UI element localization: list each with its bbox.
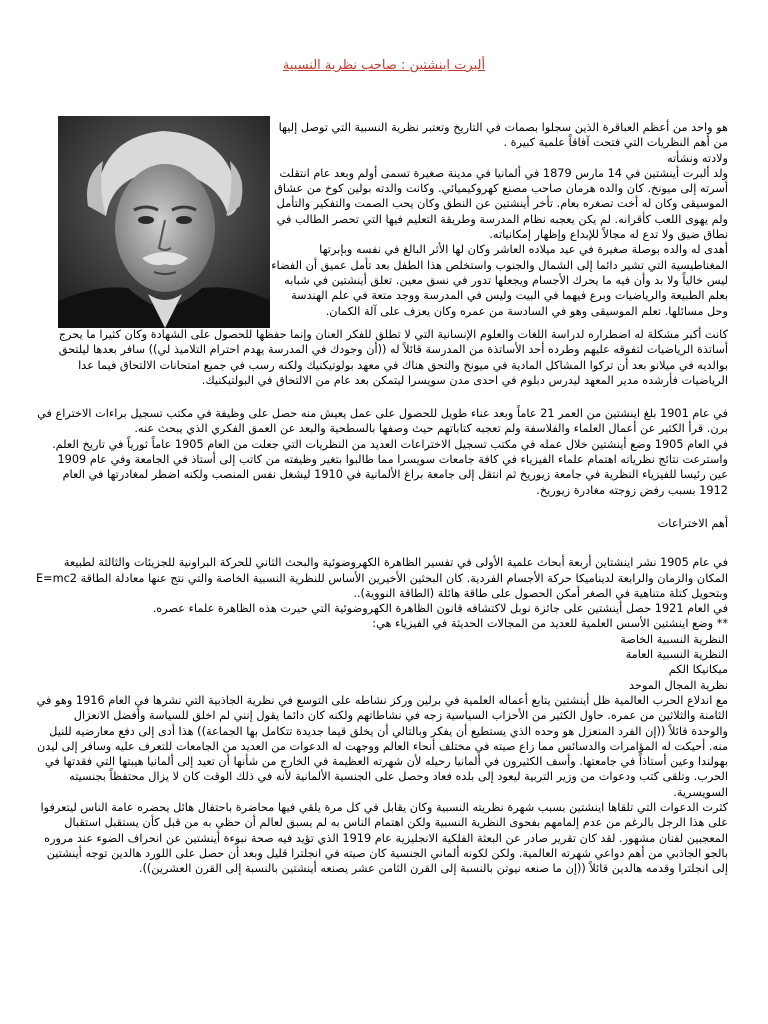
intro-paragraph: ولد ألبرت أينشتين في 14 مارس 1879 في ألمانيا في مدينة صغيرة تسمى أولم وبعد عام انتقلت أسرته إلى ميونخ. كان والده هرمان صاحب مصنع كهروكيميائي. وكانت والدته بولين كوخ من عشاق الموسيقى وكان له أخت تصغره بعام. تأخر أينشتين عن النطق وكان يحب الصمت والتفكير والتأمل ولم يهوى اللعب كأقرانه. لم يكن يعجبه نظام المدرسة وطريقة التعليم فيها التي تحصر الطالب في نطاق ضيق ولا تدع له مجالاً للإبداع وإظهار إمكانياته. <box>274 166 728 242</box>
body-paragraph: في عام 1901 بلغ اينشتين من العمر 21 عاماً وبعد عناء طويل للحصول على عمل يعيش منه حصل على وظيفة في مكتب تسجيل براءات الاختراع في برن. قرأ الكثير عن أعمال العلماء والفلاسفة ولم تعجبه كتاباتهم حيث وصفها بالسطحية والبعد عن العمق الفكري الذي يبحث عنه. <box>37 407 728 436</box>
body-paragraph: كثرت الدعوات التي تلقاها اينشتين بسبب شهرة نظريته النسبية وكان يقابل في كل مرة يلقي فيها محاضرة باحتفال هائل يحضره عامة الناس ليتعرفوا على هذا الرجل بالرغم من عدم إلمامهم بفحوى النظرية النسبية ولكن اهتمام الناس به لم يسبق لعالم أن حظي به من قبل كأن يستقبل استقبال المعجبين لفنان مشهور. لقد كان تقرير صادر عن البعثة الفلكية الانجليزية عام 1919 الذي تؤيد فيه صحة نبوءة أينشتين عن انحراف الضوء عند مروره بالجو الجاذبي من أهم دواعي شهرته العالمية. ولكن لكونه ألماني الجنسية كان صيته في انجلترا قليل وبعد أن حصل على اللورد هالدين توجه أينشتين إلى انجلترا وقدمه هالدين قائلاً ((إن ما صنعه نيوتن بالنسبة إلى القرن الثامن عشر يصنعه أينشتين بالنسبة إلى القرن العشرين)). <box>40 801 728 876</box>
body-paragraph: مع اندلاع الحرب العالمية ظل أينشتين يتابع أعماله العلمية في برلين وركز نشاطه على التوسع في نظرية الجاذبية التي نشرها في العام 1916 وهو في الثامنة والثلاثين من عمره. حاول الكثير من الأحزاب السياسية زجه في نشاطاتهم ولكنه كان دائما يقول إنني لم اخلق للسياسة وأفضل الانعزال والوحدة قائلاً ((إن الفرد المنعزل هو وحده الذي يستطيع أن يفكر وبالتالي أن يخلق قيما جديدة تتكامل بها الجماعة)) هذا أدى إلى دفع معارضيه للنيل منه. أحيكت له المؤامرات والدسائس مما زاع صيته في مختلف أنحاء العالم ووجهت له الدعوات من العديد من الجامعات للتعرف عليه وسافر إلى ليدن بهولندا وعين أستاذاً في جامعتها. وأسف الكثيرون في ألمانيا رحيله لأن شهرته العظيمة في الخارج من شأنها أن تعيد إلى ألمانيا هيبتها التي فقدتها في الحرب. وتلقى كتب ودعوات من وزير التربية ليعود إلى بلده فعاد وحصل على الجنسية الألمانية لأنه في ذلك الوقت كان لا يزال محتفظاً بجنسيته السويسرية. <box>36 693 728 799</box>
body-paragraph: ** وضع اينشتين الأسس العلمية للعديد من المجالات الحديثة في الفيزياء هي: <box>372 617 728 631</box>
body-section <box>36 327 728 877</box>
body-paragraph: في العام 1921 حصل أينشتين على جائزة نوبل لاكتشافه قانون الظاهرة الكهروضوئية التي حيرت هذه الظاهرة علماء عصره. <box>152 602 728 616</box>
intro-section <box>268 120 728 319</box>
portrait-image <box>58 116 270 328</box>
list-item: النظرية النسبية العامة <box>625 648 728 662</box>
section-heading-birth: ولادته ونشأته <box>666 151 728 165</box>
page-title: ألبرت اينشتين : صاحب نظرية النسبية <box>282 58 486 73</box>
list-item: ميكانيكا الكم <box>668 663 728 677</box>
paragraph-spacer <box>36 498 728 516</box>
body-paragraph: في العام 1905 وضع أينشتين خلال عمله في مكتب تسجيل الاختراعات العديد من النظريات التي جعلت من العام 1905 عاماً ثورياً في تاريخ العلم. واسترعت نتائج نظرياته اهتمام علماء الفيزياء في كافة جامعات سويسرا مما طالبوا بتغير وظيفته من كاتب إلى أستاذ في الجامعة وفي عام 1909 عين رئيسا للفيزياء النظرية في جامعة زيوريخ ثم انتقل إلى جامعة براغ الألمانية في 1910 ليشغل نفس المنصب ولكنه اضطر لمغادرتها في العام 1912 بسبب رفض زوجته مغادرة زيوريخ. <box>52 437 728 497</box>
paragraph-spacer <box>36 388 728 406</box>
section-heading-inventions: أهم الاختراعات <box>657 516 728 530</box>
list-item: نظرية المجال الموحد <box>629 678 728 692</box>
body-paragraph: في عام 1905 نشر اينشتاين أربعة أبحاث علمية الأولى في تفسير الظاهرة الكهروضوئية والبحث الثاني للحركة البراونية للجزيئات والثالثة لطبيعة المكان والزمان والرابعة لديناميكا حركة الأجسام الفردية. كان البحثين الأخيرين الأساس للنظرية النسبية الخاصة والتي نتج عنها معادلة الطاقة E=mc2 وبتحويل كتلة متناهية في الصغر أمكن الحصول على طاقة هائلة (الطاقة النووية).. <box>35 556 728 600</box>
intro-paragraph: أهدى له والده بوصلة صغيرة في عيد ميلاده العاشر وكان لها الأثر البالغ في نفسه وبإبرتها المغناطيسية التي تشير دائما إلى الشمال والجنوب واستخلص هذا الطفل بعد تأمل عميق أن الفضاء ليس خالياً ولا بد وأن فيه ما يحرك الأجسام ويجعلها تدور في نسق معين. تعلق أينشتين في شبابه بعلم الطبيعة والرياضيات وبرع فيهما في البيت وليس في المدرسة ووجد متعة في علم الهندسة وحل مسائلها. تعلم الموسيقى وهو في السادسة من عمره وكان يعزف على آلة الكمان. <box>271 243 728 318</box>
intro-paragraph: هو واحد من أعظم العباقرة الذين سجلوا بصمات في التاريخ وتعتبر نظرية النسبية التي توصل إليها من أهم النظريات التي فتحت آفاقاً علمية كبيرة . <box>278 121 728 150</box>
body-paragraph: كانت أكبر مشكلة له اضطراره لدراسة اللغات والعلوم الإنسانية التي لا تطلق للفكر العنان وإنما حفظها للحصول على الشهادة وكان كثيرا ما يحرج أساتذة الرياضيات لتفوقه عليهم وطرده أحد الأساتذة من المدرسة قائلاً له ((أن وجودك في المدرسة يهدم احترام التلاميذ لي)) سافر بعدها ليلتحق بوالديه في ميلانو بعد أن تركوا المشاكل المادية في ميونخ والتحق هناك في معهد بولوتيكنيك ولكنه رسب في جميع امتحانات الالتحاق فيما عدا الرياضيات فأرشده مدير المعهد ليدرس دبلوم في احدى مدن سويسرا ليتمكن بعد عام من الالتحاق في البولتيكنيك. <box>58 328 728 387</box>
paragraph-spacer <box>36 531 728 555</box>
einstein-portrait <box>58 116 270 328</box>
list-item: النظرية النسبية الخاصة <box>620 632 728 646</box>
